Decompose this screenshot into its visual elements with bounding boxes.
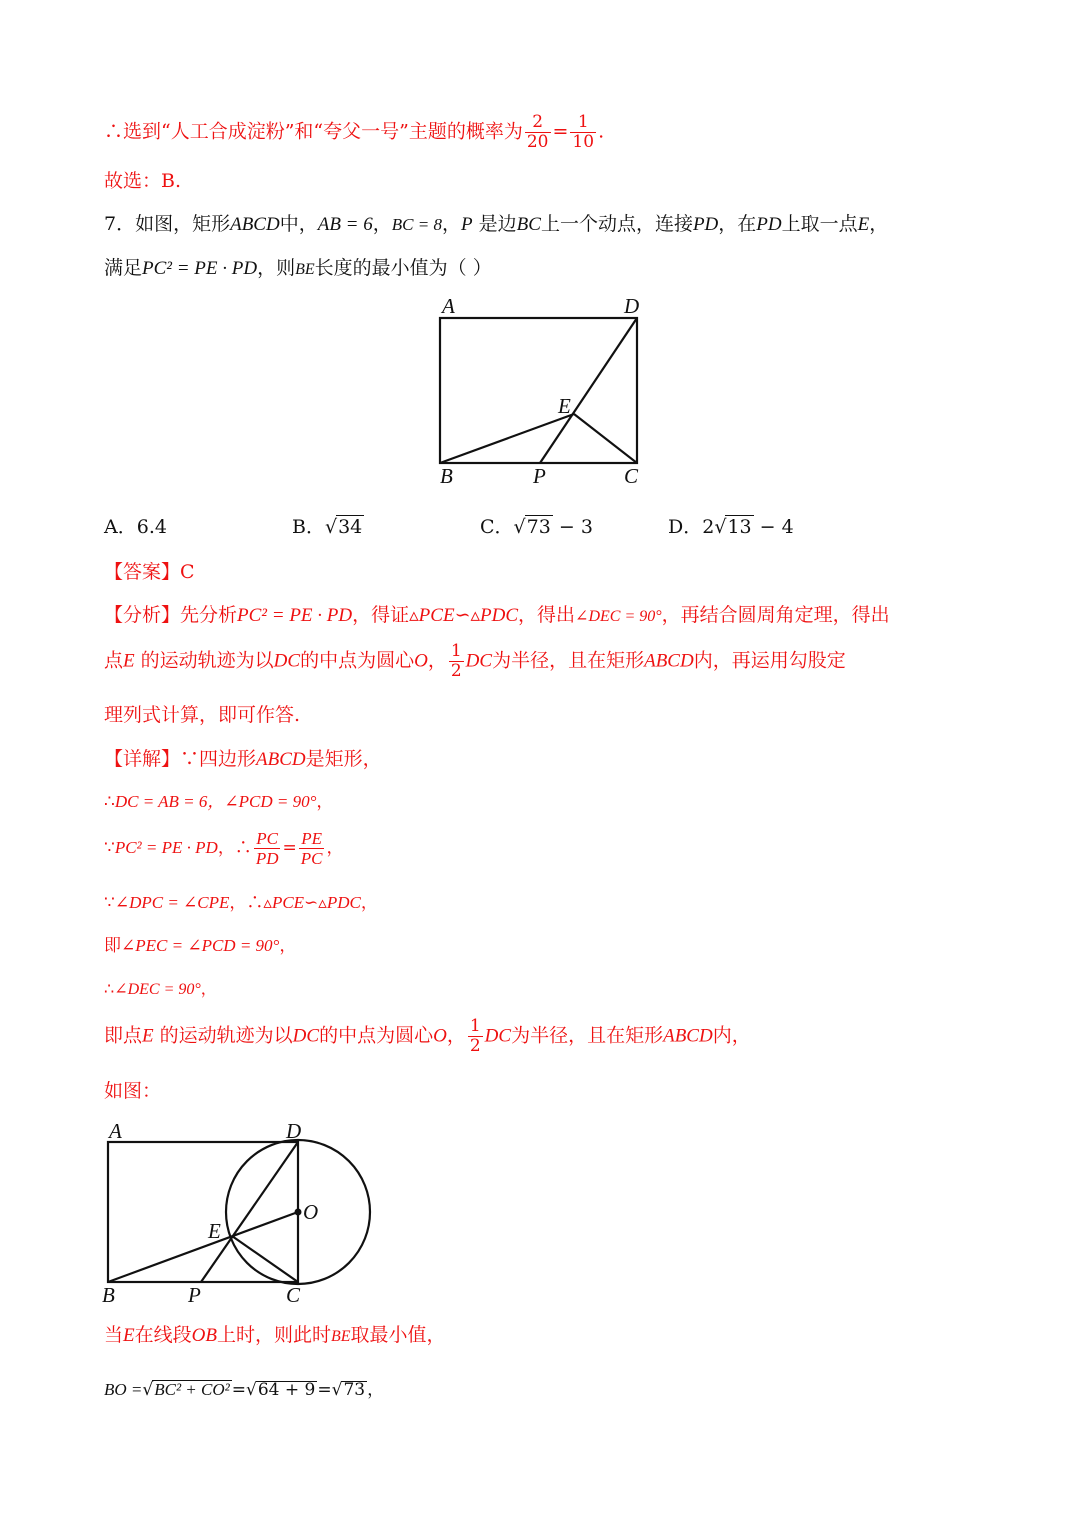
label2-C: C (286, 1283, 301, 1307)
previous-choice: 故选：B. (104, 170, 182, 192)
label2-D: D (286, 1119, 302, 1143)
label2-B: B (102, 1283, 115, 1307)
option-a[interactable]: A．6.4 (104, 516, 167, 538)
detail-line-4: ∵∠DPC = ∠CPE，∴▵PCE∽▵PDC， (104, 893, 378, 913)
option-d[interactable]: D．2√13 − 4 (668, 516, 794, 538)
probability-text: ∴选到“人工合成淀粉”和“夸父一号”主题的概率为 (104, 120, 523, 143)
analysis-line-1: 【分析】先分析PC² = PE · PD，得证▵PCE∽▵PDC，得出∠DEC = 90°，再结合圆周角定理，得出 (104, 604, 890, 626)
analysis-line-2: 点E 的运动轨迹为以DC的中点为圆心O， $\frac{1}{2}$ DC为半径，且在矩形ABCD内，再运用勾股定 (104, 641, 846, 681)
option-c[interactable]: C．√73 − 3 (480, 516, 593, 538)
label2-O: O (303, 1200, 319, 1224)
label-E: E (558, 394, 571, 418)
detail-line-2: ∴DC = AB = 6，∠PCD = 90°， (104, 792, 334, 812)
detail-line-1: 【详解】∵四边形ABCD是矩形， (104, 748, 382, 770)
label-A: A (442, 294, 455, 318)
question-line-2: 满足PC² = PE · PD，则BE长度的最小值为（ ） (104, 257, 492, 279)
detail-line-7: 即点E 的运动轨迹为以DC的中点为圆心O， $\frac{1}{2}$ DC为半径，且在矩形ABCD内， (104, 1016, 751, 1056)
fraction-1-10: $\frac{1}{10}$ (572, 112, 595, 152)
label2-A: A (109, 1119, 122, 1143)
label2-P: P (188, 1283, 201, 1307)
detail-line-3: ∵PC² = PE · PD，∴ $\frac{PC}{PD}$ = $\frac{PE}{PC}$ ， (104, 829, 344, 868)
fraction-2-20: $\frac{2}{20}$ (526, 112, 549, 152)
detail-line-8: 如图： (104, 1080, 162, 1102)
figure-rectangle-circle (96, 1112, 386, 1312)
probability-line: ∴选到“人工合成淀粉”和“夸父一号”主题的概率为 $\frac{2}{20}$ = $\frac{1}{10}$ . (104, 112, 605, 152)
figure-rectangle (400, 290, 680, 490)
detail-line-5: 即∠PEC = ∠PCD = 90°， (104, 936, 297, 956)
center-O-dot (295, 1209, 302, 1216)
label2-E: E (208, 1219, 221, 1243)
detail-line-10: BO =√BC² + CO² =√64 + 9 =√73 ， (104, 1380, 385, 1400)
figure-rectangle-lines (440, 318, 637, 463)
analysis-line-3: 理列式计算，即可作答. (104, 704, 301, 726)
label-P: P (533, 464, 546, 488)
label-C: C (624, 464, 639, 488)
detail-line-9: 当E在线段OB上时，则此时BE取最小值， (104, 1324, 446, 1346)
question-line-1: 7．如图，矩形ABCD中，AB = 6，BC = 8，P 是边BC上一个动点，连接PD，在PD上取一点E， (104, 213, 889, 235)
label-B: B (440, 464, 453, 488)
detail-line-6: ∴∠DEC = 90°， (104, 979, 217, 998)
answer-line: 【答案】C (104, 561, 195, 583)
label-D: D (624, 294, 640, 318)
figure-2-lines (108, 1140, 370, 1284)
option-b[interactable]: B．√34 (292, 516, 363, 538)
